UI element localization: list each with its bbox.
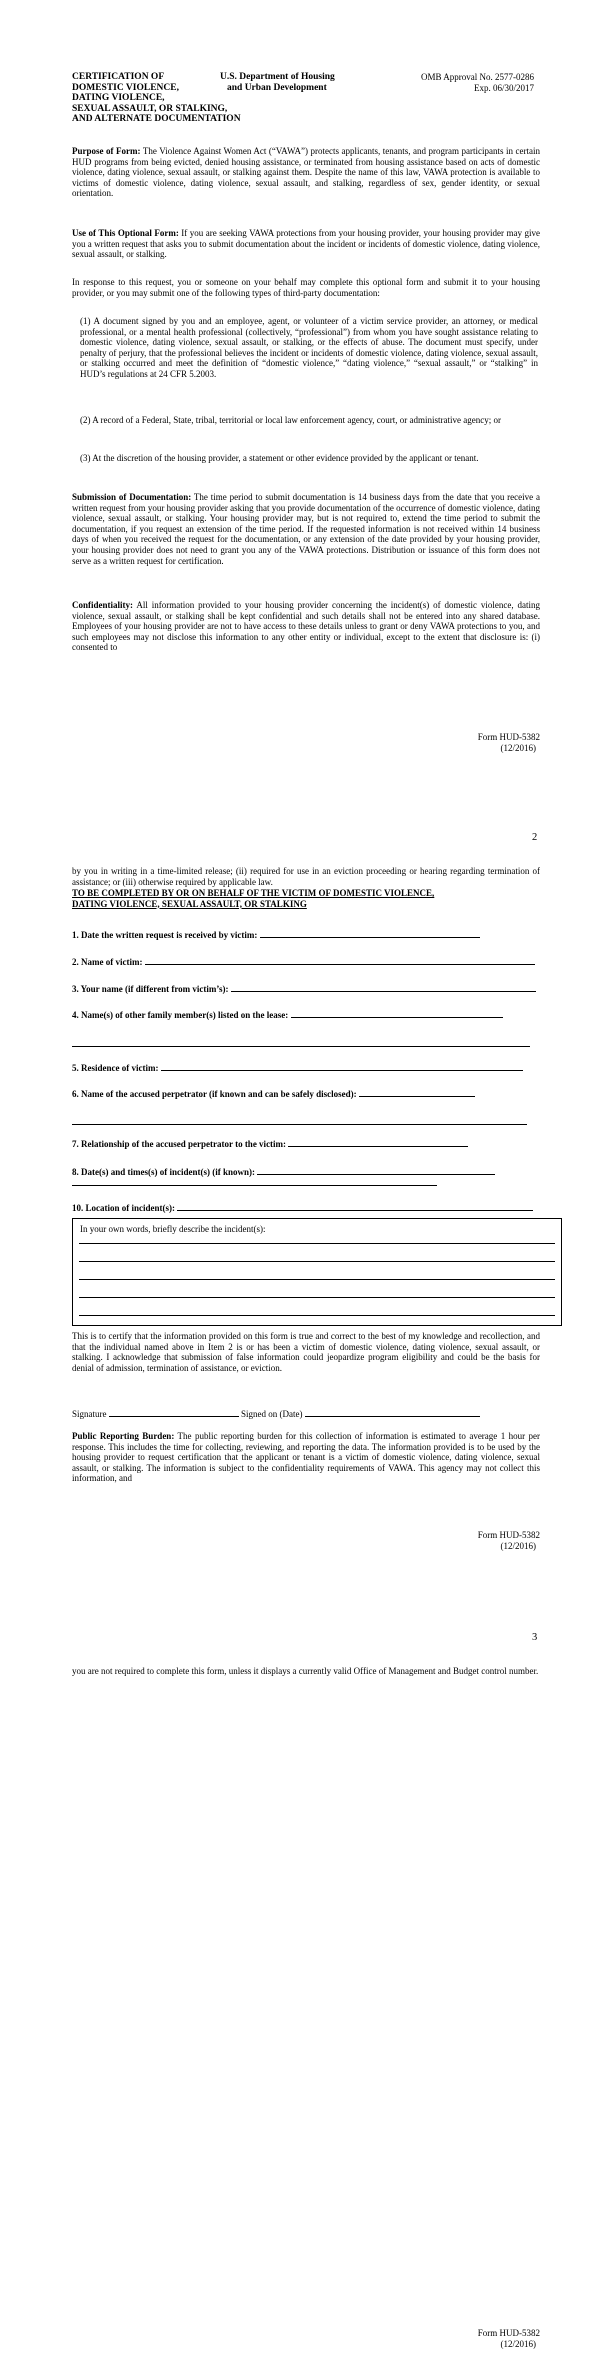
- confidentiality-label: Confidentiality:: [72, 600, 134, 610]
- signature-blank[interactable]: [109, 1408, 239, 1417]
- confidentiality-text: All information provided to your housing provider concerning the incident(s) of domestic violence, dating violence, sexual assault, or stalking shall be kept confidential and such details shall not be entered into any shared database. Employees of your housing provider are not to have access to these details unless to grant or deny VAWA protections to you, and such employees may not disclose this information to any other entity or individual, except to the extent that disclosure is: (i) consented to: [72, 600, 540, 653]
- use-text: If you are seeking VAWA protections from your housing provider, your housing provider may give you a written request that asks you to submit documentation about the incident or incidents of domestic violence, dating violence, sexual assault, or stalking.: [72, 228, 540, 260]
- response-text: In response to this request, you or someone on your behalf may complete this optional form and submit it to your housing provider, or you may submit one of the following types of third-party documentation:: [72, 277, 540, 298]
- location-of-incident-blank[interactable]: [177, 1202, 533, 1211]
- page-2-footer: [450, 1530, 540, 1551]
- form-title-line: DATING VIOLENCE,: [72, 93, 165, 104]
- signed-on-date-blank[interactable]: [305, 1408, 480, 1417]
- omb-approval-number: OMB Approval No. 2577-0286: [421, 72, 534, 82]
- family-members-extra-line[interactable]: [72, 1046, 530, 1047]
- field-label: 3. Your name (if different from victim’s):: [72, 984, 229, 994]
- incident-dates-blank[interactable]: [257, 1166, 495, 1175]
- incident-description-line[interactable]: [79, 1261, 555, 1262]
- submission-label: Submission of Documentation:: [72, 492, 192, 502]
- field-label: 6. Name of the accused perpetrator (if known and can be safely disclosed):: [72, 1089, 357, 1099]
- incident-description-label: In your own words, briefly describe the incident(s):: [80, 1224, 266, 1234]
- page-3-continued-paragraph: [72, 1666, 540, 1677]
- signature-label: Signature: [72, 1409, 107, 1419]
- option-3-text: (3) At the discretion of the housing provider, a statement or other evidence provided by the applicant or tenant.: [80, 453, 479, 463]
- field-date-request-received[interactable]: [72, 929, 480, 941]
- agency-line: and Urban Development: [227, 82, 327, 93]
- burden-label: Public Reporting Burden:: [72, 1431, 175, 1441]
- use-paragraph: [72, 228, 540, 260]
- footer-form-number: Form HUD-5382: [477, 1530, 540, 1540]
- signed-on-date-label: Signed on (Date): [241, 1409, 303, 1419]
- use-label: Use of This Optional Form:: [72, 228, 179, 238]
- accused-perpetrator-blank[interactable]: [359, 1088, 475, 1097]
- footer-form-date: (12/2016): [500, 742, 536, 753]
- field-accused-perpetrator[interactable]: [72, 1088, 475, 1100]
- incident-description-line[interactable]: [79, 1315, 555, 1316]
- footer-form-date: (12/2016): [500, 2338, 536, 2349]
- option-2-text: (2) A record of a Federal, State, tribal, territorial or local law enforcement agency, court, or administrative agency; or: [80, 415, 501, 425]
- signature-row: [72, 1408, 480, 1420]
- field-family-members[interactable]: [72, 1009, 503, 1021]
- option-2-paragraph: [80, 415, 538, 426]
- omb-info: [374, 72, 534, 93]
- footer-form-date: (12/2016): [500, 1540, 536, 1551]
- field-label: 2. Name of victim:: [72, 957, 143, 967]
- confidentiality-paragraph: [72, 600, 540, 653]
- field-residence-of-victim[interactable]: [72, 1062, 523, 1074]
- field-label: 7. Relationship of the accused perpetrator to the victim:: [72, 1139, 287, 1149]
- incident-description-line[interactable]: [79, 1279, 555, 1280]
- page-3-continued-text: you are not required to complete this form, unless it displays a currently valid Office of Management and Budget control number.: [72, 1666, 539, 1676]
- date-request-received-blank[interactable]: [260, 929, 480, 938]
- purpose-text: The Violence Against Women Act (“VAWA”) protects applicants, tenants, and program participants in certain HUD programs from being evicted, denied housing assistance, or terminated from housing assistance based on acts of domestic violence, dating violence, sexual assault, or stalking against them. Despite the name of this law, VAWA protection is available to victims of domestic violence, dating violence, sexual assault, and stalking, regardless of sex, gender identity, or sexual orientation.: [72, 146, 540, 199]
- incident-dates-extra-line[interactable]: [72, 1185, 437, 1186]
- page-1-footer: [450, 732, 540, 753]
- field-label: 10. Location of incident(s):: [72, 1203, 175, 1213]
- victim-section-title-line: DATING VIOLENCE, SEXUAL ASSAULT, OR STALKING: [72, 898, 307, 909]
- page-2-continued-text: by you in writing in a time-limited release; (ii) required for use in an eviction proceeding or hearing regarding termination of assistance; or (iii) otherwise required by applicable law.: [72, 866, 540, 887]
- accused-perpetrator-extra-line[interactable]: [72, 1124, 527, 1125]
- field-location-of-incident[interactable]: [72, 1202, 533, 1214]
- name-of-victim-blank[interactable]: [145, 956, 535, 965]
- relationship-perpetrator-blank[interactable]: [288, 1138, 468, 1147]
- purpose-label: Purpose of Form:: [72, 146, 141, 156]
- victim-section-title: [72, 888, 542, 909]
- footer-form-number: Form HUD-5382: [477, 732, 540, 742]
- purpose-paragraph: [72, 146, 540, 199]
- page-3-footer: [450, 2328, 540, 2349]
- option-1-paragraph: [80, 316, 538, 380]
- agency-line: U.S. Department of Housing: [220, 72, 335, 82]
- incident-description-line[interactable]: [79, 1297, 555, 1298]
- page-2-continued-paragraph: [72, 866, 540, 887]
- field-label: 8. Date(s) and times(s) of incident(s) (if known):: [72, 1167, 255, 1177]
- form-title-line: AND ALTERNATE DOCUMENTATION: [72, 114, 241, 125]
- burden-text: The public reporting burden for this collection of information is estimated to average 1 hour per response. This includes the time for collecting, reviewing, and reporting the data. The information provided is to be used by the housing provider to request certification that the applicant or tenant is a victim of domestic violence, dating violence, sexual assault, or stalking. The information is subject to the confidentiality requirements of VAWA. This agency may not collect this information, and: [72, 1431, 540, 1484]
- certification-text: This is to certify that the information provided on this form is true and correct to the best of my knowledge and recollection, and that the individual named above in Item 2 is or has been a victim of domestic violence, dating violence, sexual assault, or stalking. I acknowledge that submission of false information could jeopardize program eligibility and could be the basis for denial of admission, termination of assistance, or eviction.: [72, 1331, 540, 1373]
- field-label: 4. Name(s) of other family member(s) listed on the lease:: [72, 1010, 289, 1020]
- submission-paragraph: [72, 492, 540, 566]
- field-label: 1. Date the written request is received by victim:: [72, 930, 258, 940]
- page-number-3: 3: [532, 1632, 538, 1643]
- residence-of-victim-blank[interactable]: [161, 1062, 523, 1071]
- agency-name: [220, 72, 370, 93]
- page-number-2: 2: [532, 832, 538, 843]
- your-name-blank[interactable]: [231, 983, 536, 992]
- footer-form-number: Form HUD-5382: [477, 2328, 540, 2338]
- field-name-of-victim[interactable]: [72, 956, 535, 968]
- burden-paragraph: [72, 1431, 540, 1484]
- option-3-paragraph: [80, 453, 538, 464]
- expiration-date: Exp. 06/30/2017: [474, 82, 534, 93]
- field-your-name[interactable]: [72, 983, 536, 995]
- submission-text: The time period to submit documentation is 14 business days from the date that you receive a written request from your housing provider asking that you provide documentation of the occurrence of domestic violence, dating violence, sexual assault, or stalking. Your housing provider may, but is not required to, extend the time period to submit the documentation, if you request an extension of the time period. If the requested information is not received within 14 business days of when you received the request for the documentation, or any extension of the date provided by your housing provider, your housing provider does not need to grant you any of the VAWA protections. Distribution or issuance of this form does not serve as a written request for certification.: [72, 492, 541, 566]
- form-header: [72, 72, 542, 136]
- form-title-line: DOMESTIC VIOLENCE,: [72, 82, 179, 93]
- field-relationship-perpetrator[interactable]: [72, 1138, 468, 1150]
- form-title-line: CERTIFICATION OF: [72, 72, 165, 82]
- field-label: 5. Residence of victim:: [72, 1063, 159, 1073]
- incident-description-line[interactable]: [79, 1243, 555, 1244]
- response-paragraph: [72, 277, 540, 298]
- field-incident-dates[interactable]: [72, 1166, 495, 1178]
- family-members-blank[interactable]: [291, 1009, 503, 1018]
- option-1-text: (1) A document signed by you and an employee, agent, or volunteer of a victim service provider, an attorney, or medical professional, or a mental health professional (collectively, “professional”) from whom you have sought assistance relating to domestic violence, dating violence, sexual assault, or stalking, or the effects of abuse. The document must specify, under penalty of perjury, that the professional believes the incident or incidents of domestic violence, dating violence, sexual assault, or stalking occurred and meet the definition of “domestic violence,” “dating violence,” “sexual assault,” or “stalking” in HUD’s regulations at 24 CFR 5.2003.: [80, 316, 538, 379]
- form-title-line: SEXUAL ASSAULT, OR STALKING,: [72, 103, 228, 114]
- certification-paragraph: [72, 1331, 540, 1373]
- incident-description-box[interactable]: [72, 1218, 562, 1326]
- victim-section-title-line: TO BE COMPLETED BY OR ON BEHALF OF THE VICTIM OF DOMESTIC VIOLENCE,: [72, 888, 435, 898]
